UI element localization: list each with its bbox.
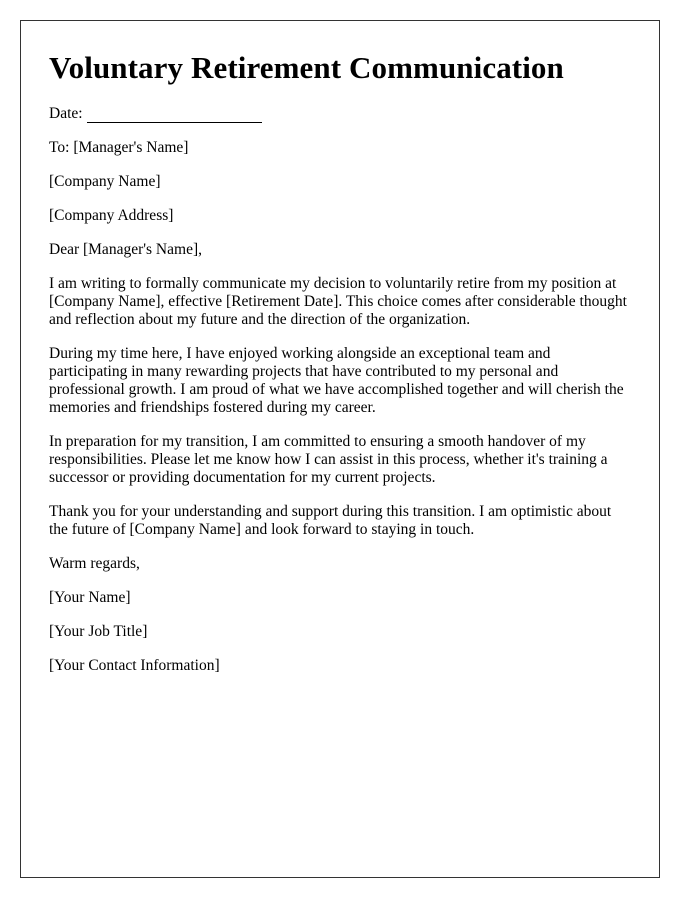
signature-name: [Your Name]: [49, 589, 131, 606]
letter-page: [20, 20, 660, 878]
body-paragraph: Thank you for your understanding and support during this transition. I am optimistic about the future of [Company Name] and look forward to staying in touch.: [49, 503, 612, 538]
signature-job-title: [Your Job Title]: [49, 623, 148, 640]
salutation: Dear [Manager's Name],: [49, 241, 202, 258]
date-blank-line: [87, 108, 262, 123]
recipient-line: To: [Manager's Name]: [49, 139, 189, 156]
body-paragraph: In preparation for my transition, I am committed to ensuring a smooth handover of my responsibilities. Please let me know how I can assist in this process, whether it's training a successor or providing documentation for my current projects.: [49, 433, 608, 486]
signature-contact: [Your Contact Information]: [49, 657, 220, 674]
closing: Warm regards,: [49, 555, 140, 572]
body-paragraph: I am writing to formally communicate my decision to voluntarily retire from my position at [Company Name], effective [Retirement Date]. This choice comes after considerable thought and reflection about my future and the direction of the organization.: [49, 275, 627, 328]
date-row: [49, 105, 631, 123]
company-address-line: [Company Address]: [49, 207, 174, 224]
body-paragraph: During my time here, I have enjoyed working alongside an exceptional team and participating in many rewarding projects that have contributed to my personal and professional growth. I am proud of what we have accomplished together and will cherish the memories and friendships fostered during my career.: [49, 345, 624, 416]
date-label: Date:: [49, 105, 83, 122]
company-name-line: [Company Name]: [49, 173, 161, 190]
letter-title: Voluntary Retirement Communication: [49, 50, 564, 85]
